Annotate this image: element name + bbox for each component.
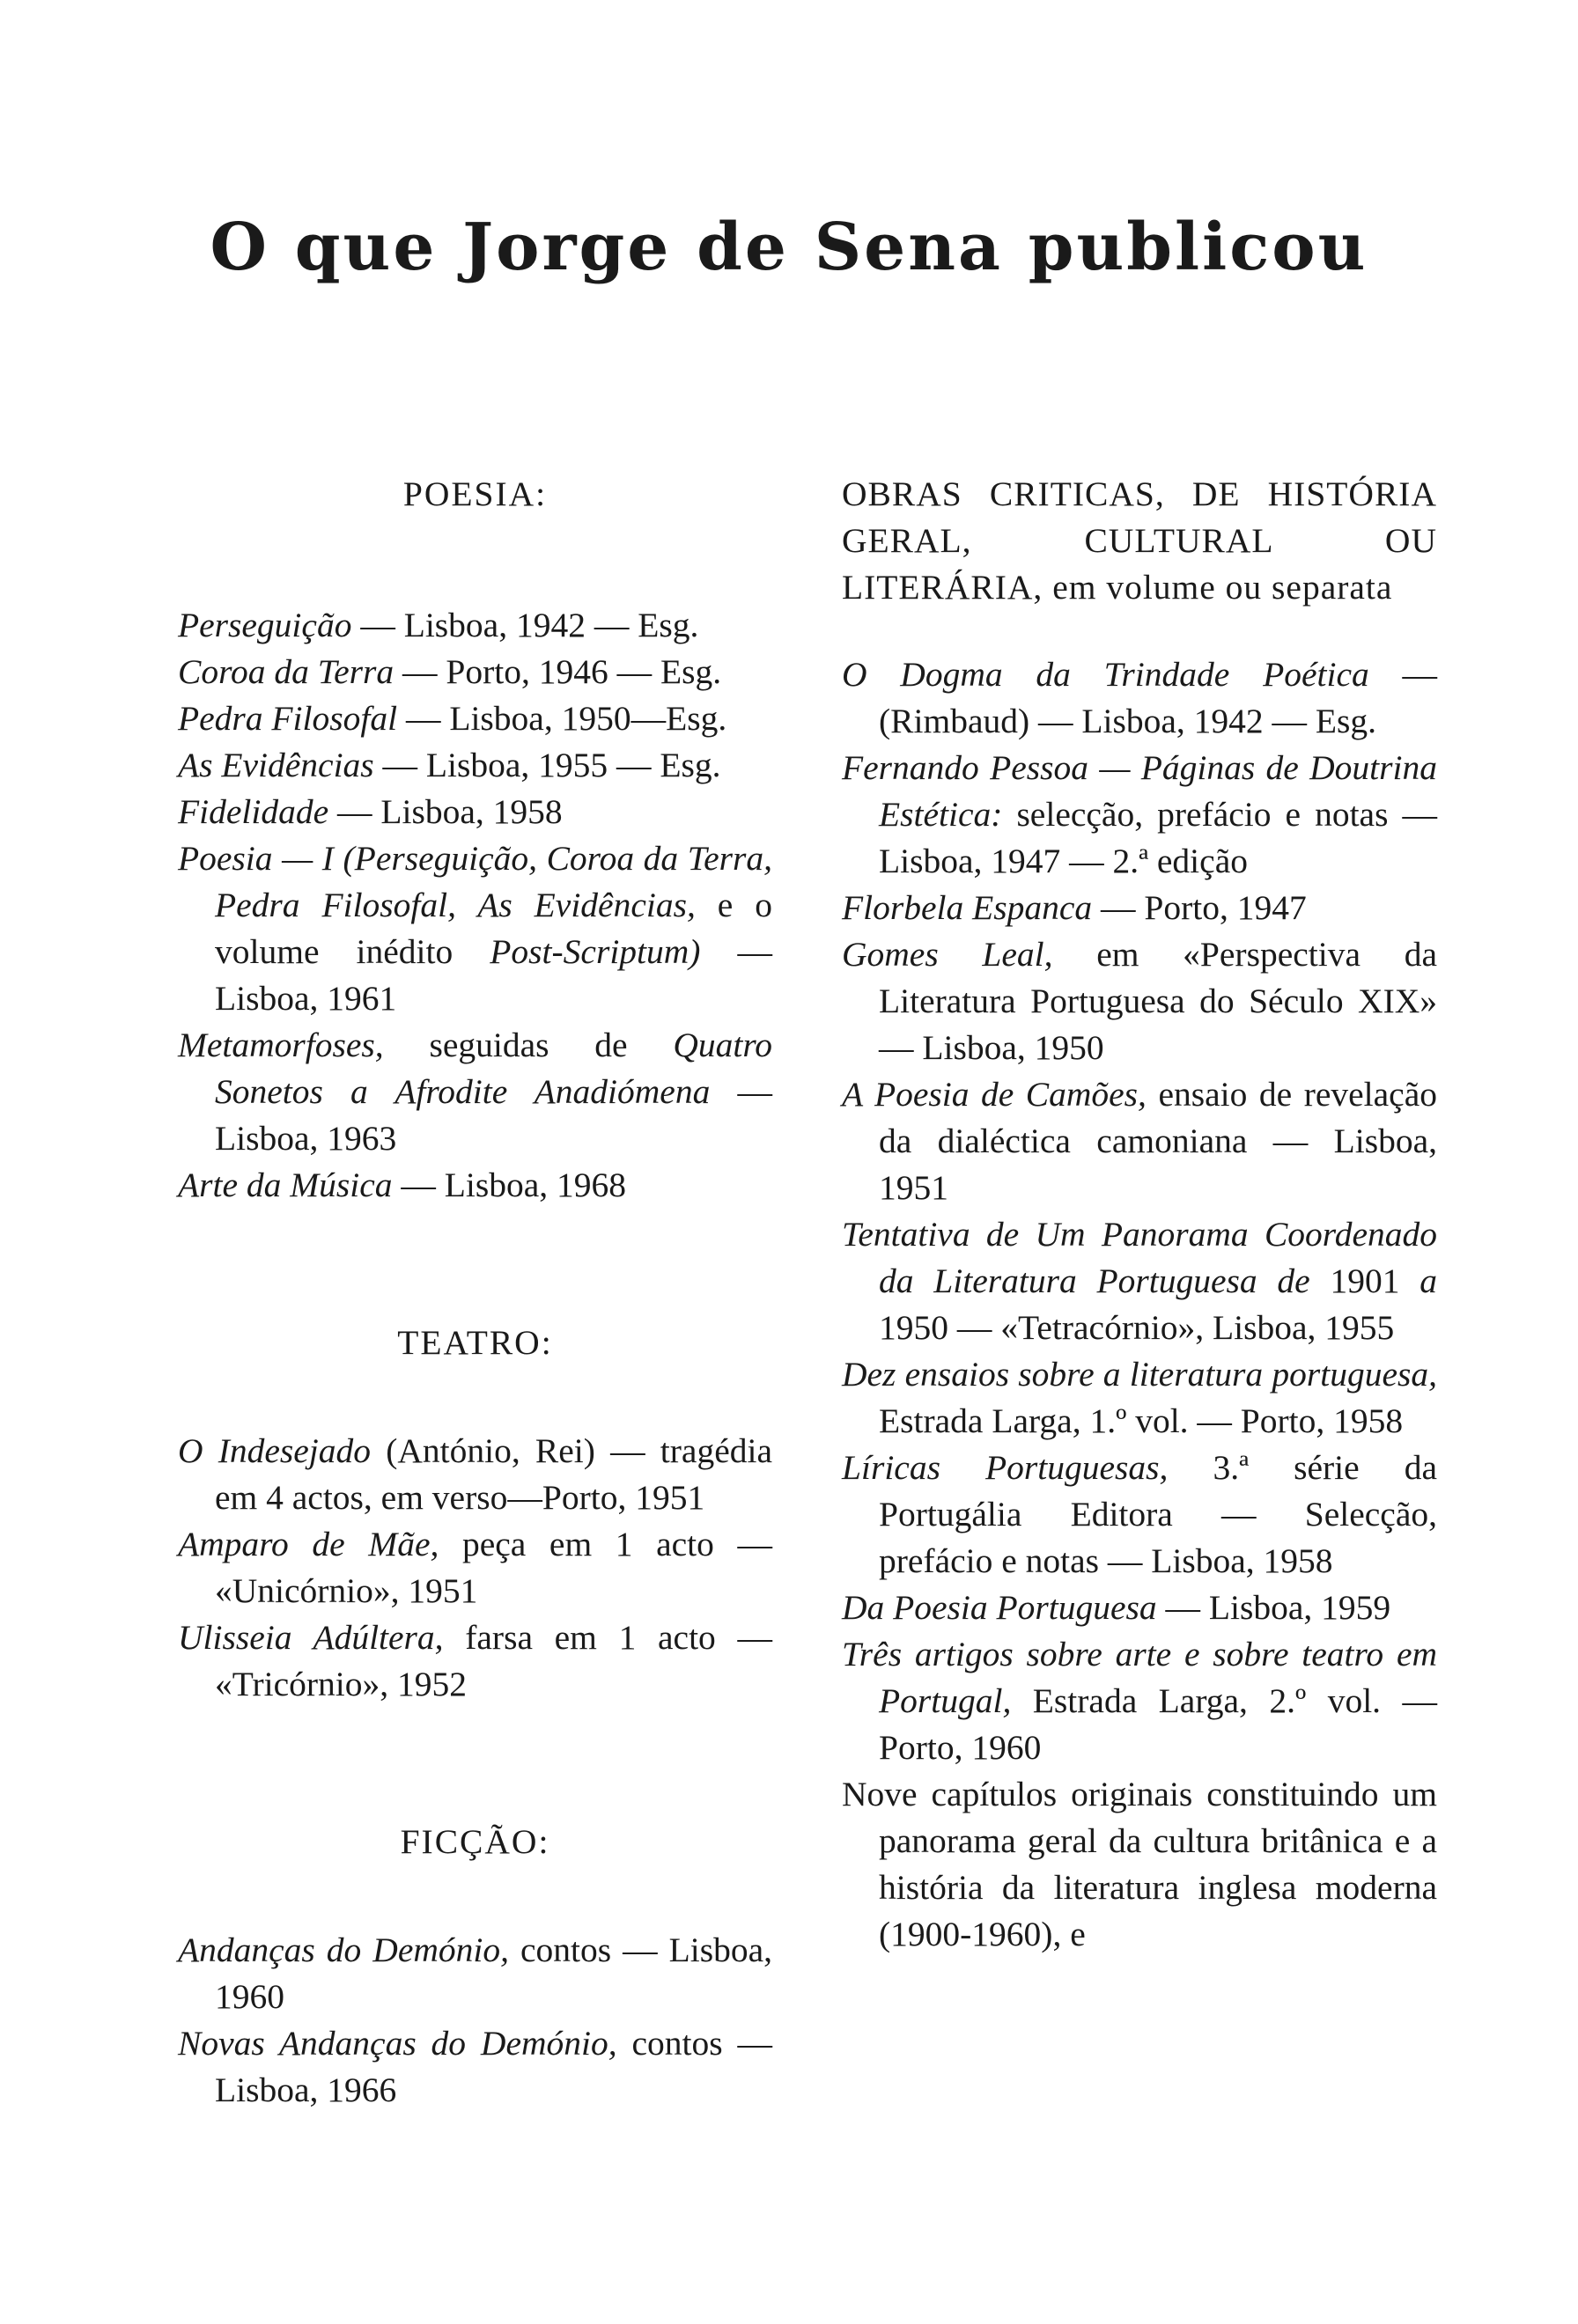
entry-details-secondary: 1950 — «Tetracórnio», Lisboa, 1955 [879, 1308, 1395, 1347]
bibliography-entry [842, 651, 1437, 745]
section-heading-teatro: TEATRO: [397, 1323, 553, 1362]
bibliography-entry [842, 1211, 1437, 1351]
bibliography-entry [178, 2020, 772, 2114]
entry-details: — Lisboa, 1959 [1156, 1588, 1391, 1627]
entry-title: Três artigos sobre arte e sobre teatro em Portugal, [842, 1635, 1437, 1720]
entry-details: e o volume inédito [215, 886, 772, 971]
entry-details: 3.ª série da Portugália Editora — Selecção, prefácio e notas — Lisboa, 1958 [879, 1448, 1437, 1580]
obras-heading-caps: OBRAS CRITICAS, DE HISTÓRIA GERAL, CULTURAL OU LITERÁRIA, [842, 474, 1437, 607]
entry-details: farsa em 1 acto — «Tricórnio», 1952 [215, 1618, 772, 1703]
entry-title: Dez ensaios sobre a literatura portuguesa, [842, 1355, 1437, 1394]
entry-title: Perseguição [178, 606, 352, 644]
entry-details: — Porto, 1946 — Esg. [394, 652, 722, 691]
section-heading-ficcao: FICÇÃO: [400, 1822, 550, 1861]
entry-details: — Lisboa, 1955 — Esg. [373, 746, 721, 784]
ficcao-list [178, 1927, 772, 2114]
entry-title: Metamorfoses, [178, 1026, 384, 1064]
entry-details: seguidas de [383, 1026, 674, 1064]
entry-details: — Lisboa, 1942 — Esg. [351, 606, 699, 644]
bibliography-entry [178, 695, 772, 742]
entry-details: Nove capítulos originais constituindo um panorama geral da cultura britânica e a história da literatura inglesa moderna (1900-1960), e [842, 1775, 1437, 1953]
bibliography-entry [842, 1585, 1437, 1631]
obras-list [842, 651, 1437, 1958]
entry-title: Poesia — I (Perseguição, Coroa da Terra, Pedra Filosofal, As Evidências, [178, 839, 772, 924]
entry-title-secondary: a [1419, 1261, 1438, 1300]
entry-details: 1901 [1309, 1261, 1420, 1300]
entry-details-secondary: — Lisboa, 1961 [215, 932, 772, 1018]
entry-details: — (Rimbaud) — Lisboa, 1942 — Esg. [879, 655, 1438, 740]
page-title: O que Jorge de Sena publicou [210, 210, 1368, 285]
bibliography-entry [842, 931, 1437, 1071]
bibliography-entry [842, 1631, 1437, 1771]
bibliography-entry [178, 1022, 772, 1162]
poesia-list [178, 602, 772, 1209]
entry-title: Amparo de Mãe, [178, 1525, 439, 1563]
entry-title-secondary: Quatro Sonetos a Afrodite Anadiómena [215, 1026, 772, 1111]
entry-title: Tentativa de Um Panorama Coordenado da Literatura Portuguesa de [842, 1215, 1437, 1300]
bibliography-entry [178, 835, 772, 1022]
bibliography-entry [178, 1428, 772, 1521]
section-heading-poesia: POESIA: [402, 474, 548, 513]
obras-heading-tail: em volume ou separata [1043, 568, 1393, 607]
bibliography-entry [842, 1771, 1437, 1958]
entry-title: Líricas Portuguesas, [842, 1448, 1169, 1487]
bibliography-entry [178, 789, 772, 835]
left-column [178, 471, 772, 2114]
entry-title: Coroa da Terra [178, 652, 394, 691]
entry-title: Fernando Pessoa — Páginas de Doutrina Estética: [842, 748, 1437, 834]
entry-details: contos — Lisboa, 1960 [215, 1931, 773, 2016]
bibliography-entry [178, 1614, 772, 1708]
entry-details: Estrada Larga, 2.º vol. — Porto, 1960 [879, 1681, 1437, 1767]
bibliography-entry [842, 1071, 1437, 1211]
bibliography-entry [178, 1927, 772, 2020]
bibliography-entry [178, 649, 772, 695]
entry-details: (António, Rei) — tragédia em 4 actos, em verso—Porto, 1951 [215, 1431, 772, 1517]
bibliography-entry [842, 745, 1437, 885]
entry-title: Florbela Espanca [842, 888, 1093, 927]
bibliography-entry [178, 742, 772, 789]
right-column [842, 471, 1437, 1958]
entry-details: selecção, prefácio e notas — Lisboa, 1947 — 2.ª edição [879, 795, 1437, 880]
entry-title-secondary: Post-Scriptum) [490, 932, 701, 971]
entry-details: em «Perspectiva da Literatura Portuguesa do Século XIX» — Lisboa, 1950 [879, 935, 1437, 1067]
bibliography-entry [178, 1162, 772, 1209]
entry-title: O Dogma da Trindade Poética [842, 655, 1369, 694]
entry-title: Arte da Música [178, 1166, 393, 1204]
teatro-list [178, 1428, 772, 1708]
entry-title: Fidelidade [178, 792, 329, 831]
entry-details: — Lisboa, 1958 [328, 792, 563, 831]
entry-details: ensaio de revelação da dialéctica camoniana — Lisboa, 1951 [879, 1075, 1437, 1207]
entry-title: Pedra Filosofal [178, 699, 398, 738]
bibliography-entry [178, 602, 772, 649]
bibliography-entry [178, 1521, 772, 1614]
bibliography-entry [842, 1351, 1437, 1445]
entry-title: A Poesia de Camões, [842, 1075, 1147, 1114]
entry-title: Ulisseia Adúltera, [178, 1618, 444, 1657]
entry-title: Da Poesia Portuguesa [842, 1588, 1157, 1627]
entry-details: — Lisboa, 1968 [392, 1166, 627, 1204]
entry-title: Gomes Leal, [842, 935, 1053, 974]
entry-title: Andanças do Demónio, [178, 1931, 509, 1969]
entry-title: As Evidências [178, 746, 374, 784]
entry-title: O Indesejado [178, 1431, 372, 1470]
bibliography-entry [842, 1445, 1437, 1585]
entry-details: contos — Lisboa, 1966 [215, 2024, 772, 2109]
entry-details-secondary: — Lisboa, 1963 [215, 1072, 773, 1158]
section-heading-obras [842, 471, 1437, 611]
entry-details: peça em 1 acto — «Unicórnio», 1951 [215, 1525, 773, 1610]
entry-details: — Lisboa, 1950—Esg. [397, 699, 727, 738]
entry-title: Novas Andanças do Demónio, [178, 2024, 617, 2063]
entry-details: — Porto, 1947 [1092, 888, 1307, 927]
bibliography-entry [842, 885, 1437, 931]
entry-details: Estrada Larga, 1.º vol. — Porto, 1958 [879, 1401, 1404, 1440]
